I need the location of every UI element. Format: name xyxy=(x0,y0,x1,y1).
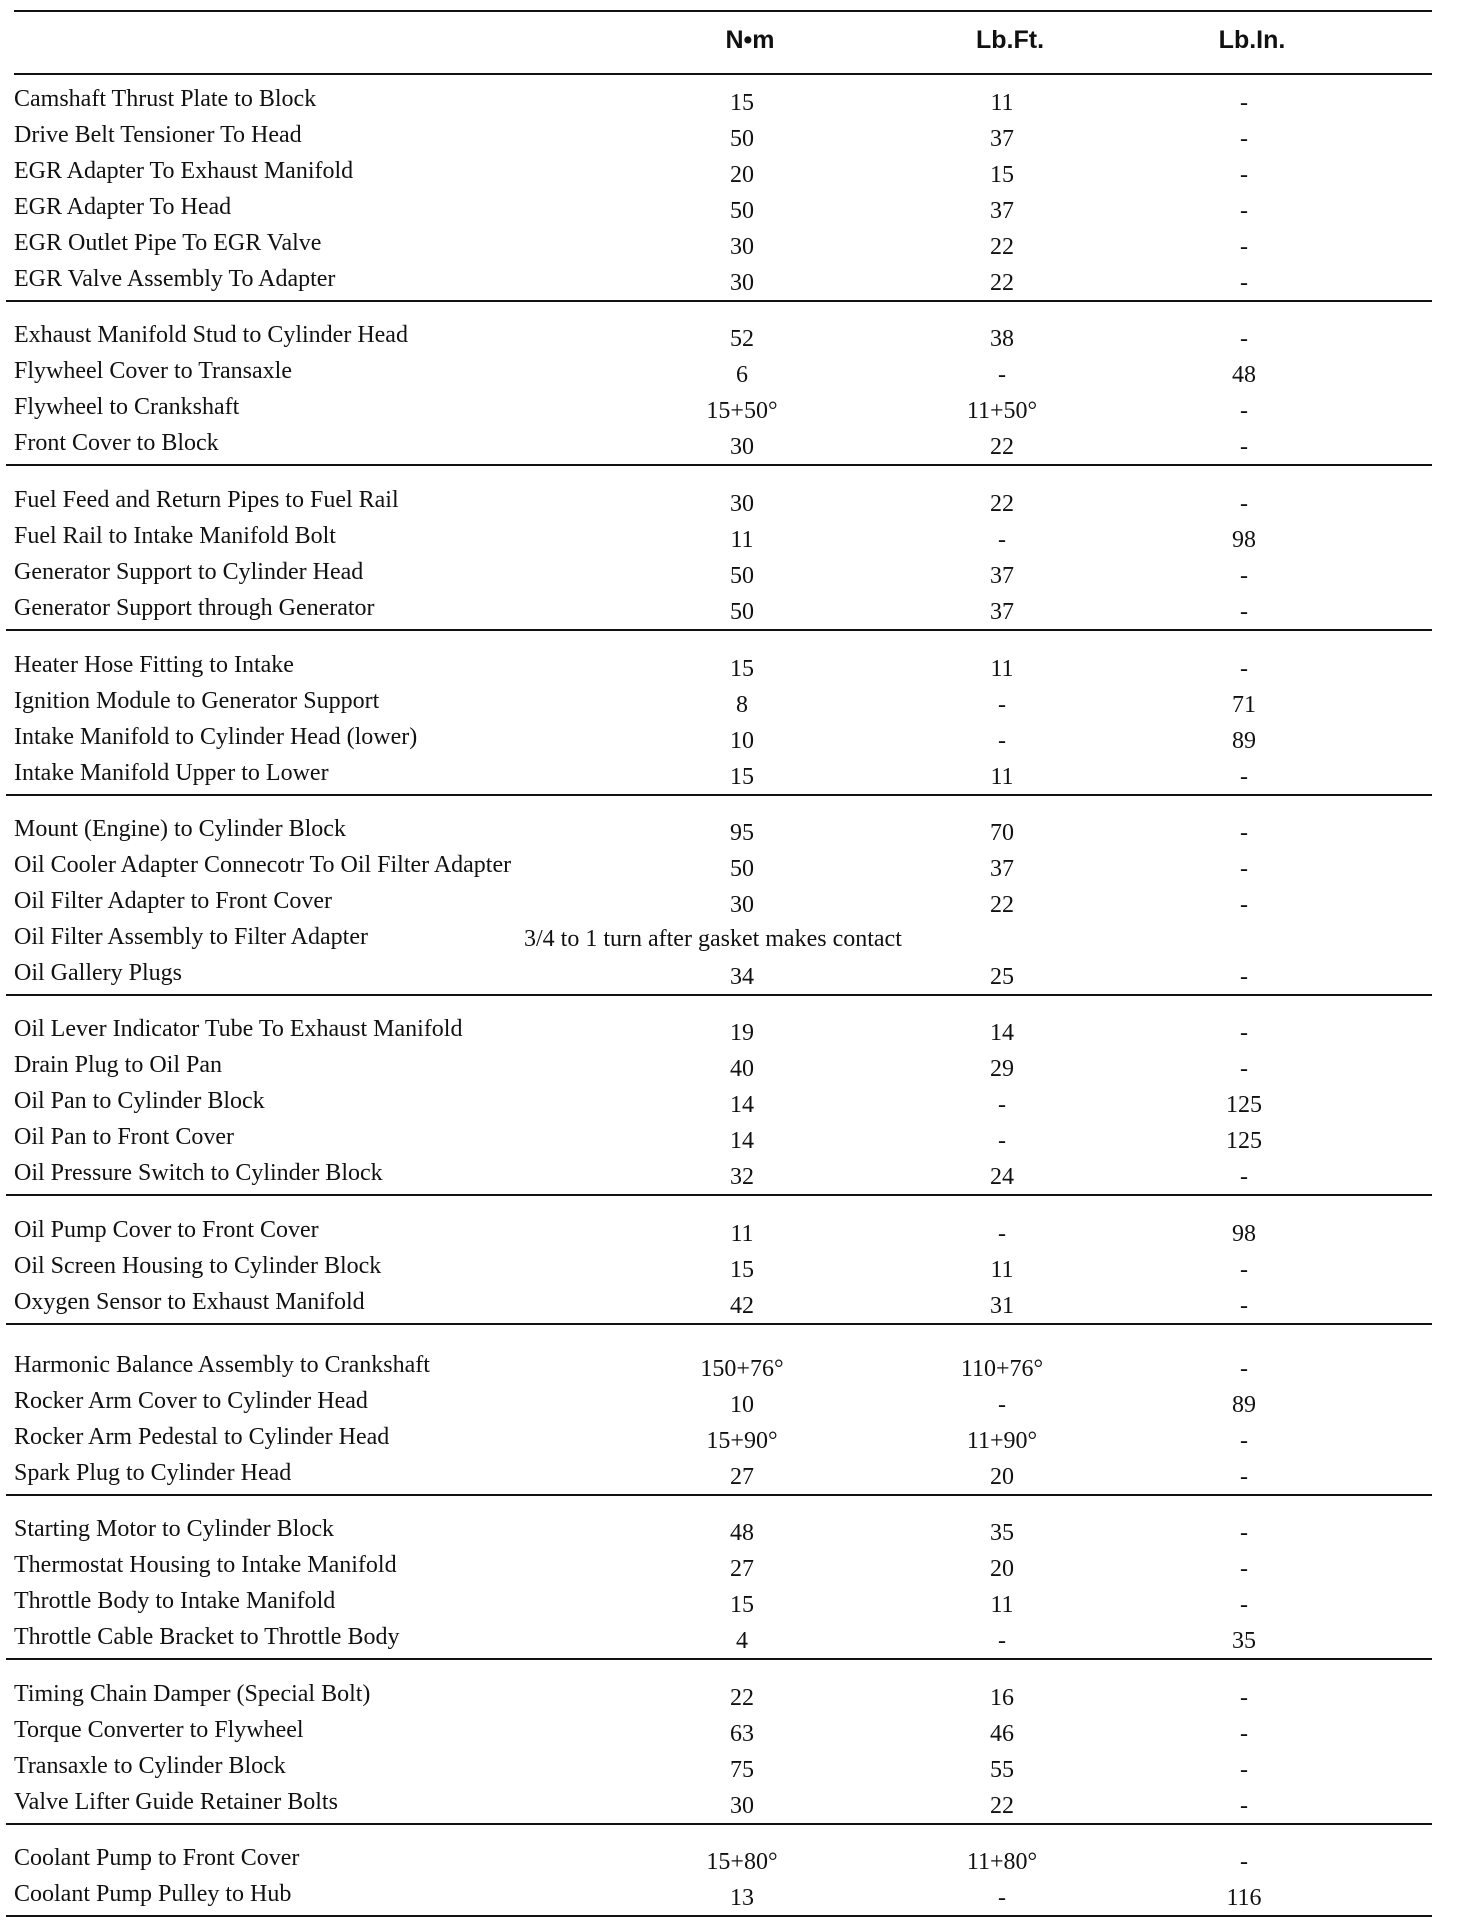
cell-lbin: - xyxy=(1240,491,1248,517)
cell-nm: 11 xyxy=(730,1221,754,1247)
cell-lbin: - xyxy=(1240,856,1248,882)
cell-nm: 42 xyxy=(730,1293,754,1319)
row-label: Rocker Arm Cover to Cylinder Head xyxy=(14,1388,368,1414)
cell-nm: 50 xyxy=(730,126,754,152)
cell-lbft: 22 xyxy=(990,1793,1014,1819)
cell-lbin: - xyxy=(1240,1020,1248,1046)
table-row xyxy=(6,1251,1432,1287)
table-row xyxy=(6,264,1432,300)
row-label: Starting Motor to Cylinder Block xyxy=(14,1516,334,1542)
cell-nm: 40 xyxy=(730,1056,754,1082)
table-row xyxy=(6,1386,1432,1422)
row-label: Intake Manifold Upper to Lower xyxy=(14,760,329,786)
row-label: Transaxle to Cylinder Block xyxy=(14,1753,286,1779)
cell-nm: 63 xyxy=(730,1721,754,1747)
row-label: Exhaust Manifold Stud to Cylinder Head xyxy=(14,322,408,348)
table-row xyxy=(6,958,1432,994)
row-label: Generator Support to Cylinder Head xyxy=(14,559,364,585)
cell-lbft: 35 xyxy=(990,1520,1014,1546)
cell-lbft: 11 xyxy=(990,1257,1014,1283)
table-row xyxy=(6,1350,1432,1386)
table-row xyxy=(6,686,1432,722)
cell-lbft: 70 xyxy=(990,820,1014,846)
cell-nm: 15+50° xyxy=(706,398,778,424)
cell-nm: 30 xyxy=(730,234,754,260)
cell-lbft: 15 xyxy=(990,162,1014,188)
cell-lbft: - xyxy=(998,1221,1006,1247)
cell-lbft: 37 xyxy=(990,599,1014,625)
row-label: Mount (Engine) to Cylinder Block xyxy=(14,816,346,842)
row-label: Oil Cooler Adapter Connecotr To Oil Filter Adapter xyxy=(14,852,512,878)
table-row xyxy=(6,84,1432,120)
table-row xyxy=(6,120,1432,156)
row-group xyxy=(6,814,1432,996)
cell-lbft: 37 xyxy=(990,198,1014,224)
cell-lbin: - xyxy=(1240,1592,1248,1618)
cell-lbft: 11+80° xyxy=(966,1849,1038,1875)
table-row xyxy=(6,1586,1432,1622)
cell-lbin: 116 xyxy=(1226,1885,1262,1911)
row-note: 3/4 to 1 turn after gasket makes contact xyxy=(524,926,902,952)
cell-lbft: 16 xyxy=(990,1685,1014,1711)
table-row xyxy=(6,485,1432,521)
table-row xyxy=(6,1122,1432,1158)
cell-lbft: - xyxy=(998,1128,1006,1154)
cell-lbin: - xyxy=(1240,656,1248,682)
row-group xyxy=(6,320,1432,466)
cell-nm: 50 xyxy=(730,599,754,625)
row-label: Oil Filter Assembly to Filter Adapter xyxy=(14,924,368,950)
cell-nm: 50 xyxy=(730,198,754,224)
row-label: Ignition Module to Generator Support xyxy=(14,688,380,714)
cell-lbft: 25 xyxy=(990,964,1014,990)
row-label: EGR Outlet Pipe To EGR Valve xyxy=(14,230,322,256)
cell-nm: 27 xyxy=(730,1556,754,1582)
table-row xyxy=(6,1715,1432,1751)
cell-nm: 30 xyxy=(730,434,754,460)
row-label: Fuel Rail to Intake Manifold Bolt xyxy=(14,523,336,549)
row-label: Intake Manifold to Cylinder Head (lower) xyxy=(14,724,418,750)
row-label: Harmonic Balance Assembly to Crankshaft xyxy=(14,1352,430,1378)
header-nm: N•m xyxy=(725,26,775,54)
cell-nm: 15+90° xyxy=(706,1428,778,1454)
row-label: Fuel Feed and Return Pipes to Fuel Rail xyxy=(14,487,399,513)
cell-nm: 14 xyxy=(730,1128,754,1154)
row-label: Oil Pan to Front Cover xyxy=(14,1124,234,1150)
cell-lbft: - xyxy=(998,362,1006,388)
cell-lbin: - xyxy=(1240,326,1248,352)
cell-lbin: 89 xyxy=(1232,728,1256,754)
cell-lbft: 55 xyxy=(990,1757,1014,1783)
header-lbft: Lb.Ft. xyxy=(975,26,1045,54)
cell-lbin: - xyxy=(1240,1164,1248,1190)
table-row xyxy=(6,1458,1432,1494)
cell-lbin: - xyxy=(1240,1556,1248,1582)
row-group xyxy=(6,84,1432,302)
cell-lbin: - xyxy=(1240,234,1248,260)
cell-lbft: - xyxy=(998,1392,1006,1418)
table-row xyxy=(6,428,1432,464)
table-row xyxy=(6,650,1432,686)
table-row xyxy=(6,1787,1432,1823)
row-group xyxy=(6,1514,1432,1660)
cell-lbin: - xyxy=(1240,1849,1248,1875)
cell-nm: 50 xyxy=(730,856,754,882)
row-label: Flywheel to Crankshaft xyxy=(14,394,240,420)
cell-lbft: 11+50° xyxy=(966,398,1038,424)
row-label: Spark Plug to Cylinder Head xyxy=(14,1460,292,1486)
cell-lbft: - xyxy=(998,728,1006,754)
cell-nm: 15 xyxy=(730,656,754,682)
table-row xyxy=(6,850,1432,886)
cell-nm: 15 xyxy=(730,1592,754,1618)
row-label: Flywheel Cover to Transaxle xyxy=(14,358,292,384)
cell-lbin: 125 xyxy=(1226,1128,1262,1154)
cell-lbft: - xyxy=(998,1628,1006,1654)
cell-lbft: 110+76° xyxy=(960,1356,1044,1382)
cell-lbft: 22 xyxy=(990,234,1014,260)
table-row xyxy=(6,1422,1432,1458)
table-row xyxy=(6,1050,1432,1086)
row-label: Thermostat Housing to Intake Manifold xyxy=(14,1552,397,1578)
cell-lbin: - xyxy=(1240,563,1248,589)
cell-lbin: - xyxy=(1240,599,1248,625)
cell-lbft: 37 xyxy=(990,856,1014,882)
cell-lbin: - xyxy=(1240,398,1248,424)
row-label: Drain Plug to Oil Pan xyxy=(14,1052,222,1078)
cell-lbft: 31 xyxy=(990,1293,1014,1319)
table-row xyxy=(6,922,1432,958)
table-row xyxy=(6,557,1432,593)
table-row xyxy=(6,356,1432,392)
row-label: Drive Belt Tensioner To Head xyxy=(14,122,302,148)
row-label: Generator Support through Generator xyxy=(14,595,375,621)
row-label: Timing Chain Damper (Special Bolt) xyxy=(14,1681,371,1707)
cell-lbft: 11+90° xyxy=(966,1428,1038,1454)
row-label: Oil Lever Indicator Tube To Exhaust Manifold xyxy=(14,1016,463,1042)
cell-nm: 14 xyxy=(730,1092,754,1118)
row-label: Rocker Arm Pedestal to Cylinder Head xyxy=(14,1424,390,1450)
cell-nm: 50 xyxy=(730,563,754,589)
cell-nm: 22 xyxy=(730,1685,754,1711)
cell-lbft: 22 xyxy=(990,892,1014,918)
cell-nm: 30 xyxy=(730,1793,754,1819)
row-group xyxy=(6,1679,1432,1825)
table-row xyxy=(6,886,1432,922)
row-label: Oil Pressure Switch to Cylinder Block xyxy=(14,1160,383,1186)
row-label: Throttle Cable Bracket to Throttle Body xyxy=(14,1624,400,1650)
cell-nm: 13 xyxy=(730,1885,754,1911)
cell-lbin: 48 xyxy=(1232,362,1256,388)
cell-nm: 4 xyxy=(736,1628,748,1654)
cell-lbin: - xyxy=(1240,892,1248,918)
cell-lbin: - xyxy=(1240,126,1248,152)
row-label: Camshaft Thrust Plate to Block xyxy=(14,86,317,112)
table-row xyxy=(6,1014,1432,1050)
table-row xyxy=(6,593,1432,629)
cell-lbft: 11 xyxy=(990,90,1014,116)
row-label: Front Cover to Block xyxy=(14,430,219,456)
cell-lbft: 22 xyxy=(990,270,1014,296)
cell-nm: 32 xyxy=(730,1164,754,1190)
cell-lbin: - xyxy=(1240,1793,1248,1819)
cell-lbin: 98 xyxy=(1232,527,1256,553)
table-row xyxy=(6,1215,1432,1251)
cell-lbft: 11 xyxy=(990,1592,1014,1618)
cell-lbin: - xyxy=(1240,1257,1248,1283)
cell-nm: 11 xyxy=(730,527,754,553)
cell-lbin: - xyxy=(1240,1685,1248,1711)
cell-lbft: 22 xyxy=(990,434,1014,460)
cell-lbin: 98 xyxy=(1232,1221,1256,1247)
cell-lbin: - xyxy=(1240,1356,1248,1382)
row-label: Oil Pump Cover to Front Cover xyxy=(14,1217,319,1243)
table-row xyxy=(6,1287,1432,1323)
table-row xyxy=(6,1514,1432,1550)
row-group xyxy=(6,650,1432,796)
cell-lbin: - xyxy=(1240,1520,1248,1546)
table-row xyxy=(6,228,1432,264)
cell-nm: 8 xyxy=(736,692,748,718)
row-group xyxy=(6,1215,1432,1325)
cell-lbft: 20 xyxy=(990,1464,1014,1490)
header-lbin: Lb.In. xyxy=(1218,26,1286,54)
cell-lbin: - xyxy=(1240,820,1248,846)
table-row xyxy=(6,1622,1432,1658)
cell-lbft: 29 xyxy=(990,1056,1014,1082)
table-row xyxy=(6,521,1432,557)
cell-nm: 15+80° xyxy=(706,1849,778,1875)
row-group xyxy=(6,1350,1432,1496)
table-row xyxy=(6,192,1432,228)
table-row xyxy=(6,814,1432,850)
cell-lbft: 38 xyxy=(990,326,1014,352)
row-group xyxy=(6,485,1432,631)
row-label: Heater Hose Fitting to Intake xyxy=(14,652,294,678)
cell-lbft: 14 xyxy=(990,1020,1014,1046)
cell-nm: 30 xyxy=(730,491,754,517)
cell-nm: 6 xyxy=(736,362,748,388)
row-label: Throttle Body to Intake Manifold xyxy=(14,1588,336,1614)
row-label: Oil Gallery Plugs xyxy=(14,960,182,986)
row-label: Coolant Pump to Front Cover xyxy=(14,1845,300,1871)
table-row xyxy=(6,1550,1432,1586)
cell-lbin: 125 xyxy=(1226,1092,1262,1118)
cell-lbin: - xyxy=(1240,434,1248,460)
cell-lbin: 71 xyxy=(1232,692,1256,718)
cell-lbft: - xyxy=(998,1092,1006,1118)
cell-lbin: - xyxy=(1240,90,1248,116)
row-label: Oil Filter Adapter to Front Cover xyxy=(14,888,332,914)
table-row xyxy=(6,1679,1432,1715)
cell-lbft: 11 xyxy=(990,764,1014,790)
cell-nm: 15 xyxy=(730,764,754,790)
cell-lbin: - xyxy=(1240,162,1248,188)
cell-nm: 10 xyxy=(730,728,754,754)
row-group xyxy=(6,1014,1432,1196)
cell-nm: 34 xyxy=(730,964,754,990)
table-row xyxy=(6,722,1432,758)
row-label: Oil Pan to Cylinder Block xyxy=(14,1088,265,1114)
cell-nm: 15 xyxy=(730,1257,754,1283)
row-label: EGR Valve Assembly To Adapter xyxy=(14,266,336,292)
cell-nm: 48 xyxy=(730,1520,754,1546)
cell-nm: 27 xyxy=(730,1464,754,1490)
cell-lbin: 89 xyxy=(1232,1392,1256,1418)
cell-nm: 75 xyxy=(730,1757,754,1783)
cell-lbft: 46 xyxy=(990,1721,1014,1747)
cell-nm: 19 xyxy=(730,1020,754,1046)
cell-lbin: - xyxy=(1240,1428,1248,1454)
cell-lbft: 24 xyxy=(990,1164,1014,1190)
table-row xyxy=(6,1751,1432,1787)
cell-lbin: - xyxy=(1240,964,1248,990)
cell-nm: 30 xyxy=(730,270,754,296)
cell-nm: 150+76° xyxy=(700,1356,784,1382)
cell-lbft: - xyxy=(998,527,1006,553)
cell-lbft: 11 xyxy=(990,656,1014,682)
cell-lbin: - xyxy=(1240,1293,1248,1319)
cell-nm: 52 xyxy=(730,326,754,352)
table-row xyxy=(6,156,1432,192)
row-label: Valve Lifter Guide Retainer Bolts xyxy=(14,1789,338,1815)
row-label: Torque Converter to Flywheel xyxy=(14,1717,304,1743)
row-group xyxy=(6,1843,1432,1917)
table-row xyxy=(6,758,1432,794)
cell-lbin: - xyxy=(1240,1056,1248,1082)
cell-lbin: 35 xyxy=(1232,1628,1256,1654)
cell-nm: 20 xyxy=(730,162,754,188)
cell-lbin: - xyxy=(1240,1464,1248,1490)
cell-nm: 10 xyxy=(730,1392,754,1418)
cell-lbin: - xyxy=(1240,764,1248,790)
table-row xyxy=(6,1843,1432,1879)
table-header xyxy=(14,10,1432,75)
table-row xyxy=(6,1879,1432,1915)
cell-lbft: 37 xyxy=(990,563,1014,589)
table-row xyxy=(6,320,1432,356)
cell-nm: 30 xyxy=(730,892,754,918)
cell-lbft: 22 xyxy=(990,491,1014,517)
row-label: Coolant Pump Pulley to Hub xyxy=(14,1881,292,1907)
cell-lbft: - xyxy=(998,692,1006,718)
cell-lbin: - xyxy=(1240,1757,1248,1783)
row-label: EGR Adapter To Exhaust Manifold xyxy=(14,158,354,184)
table-row xyxy=(6,1158,1432,1194)
cell-lbft: - xyxy=(998,1885,1006,1911)
row-label: Oxygen Sensor to Exhaust Manifold xyxy=(14,1289,365,1315)
row-label: Oil Screen Housing to Cylinder Block xyxy=(14,1253,382,1279)
cell-lbin: - xyxy=(1240,270,1248,296)
cell-lbin: - xyxy=(1240,198,1248,224)
cell-lbin: - xyxy=(1240,1721,1248,1747)
cell-nm: 15 xyxy=(730,90,754,116)
table-row xyxy=(6,1086,1432,1122)
table-row xyxy=(6,392,1432,428)
cell-lbft: 20 xyxy=(990,1556,1014,1582)
cell-nm: 95 xyxy=(730,820,754,846)
cell-lbft: 37 xyxy=(990,126,1014,152)
row-label: EGR Adapter To Head xyxy=(14,194,232,220)
